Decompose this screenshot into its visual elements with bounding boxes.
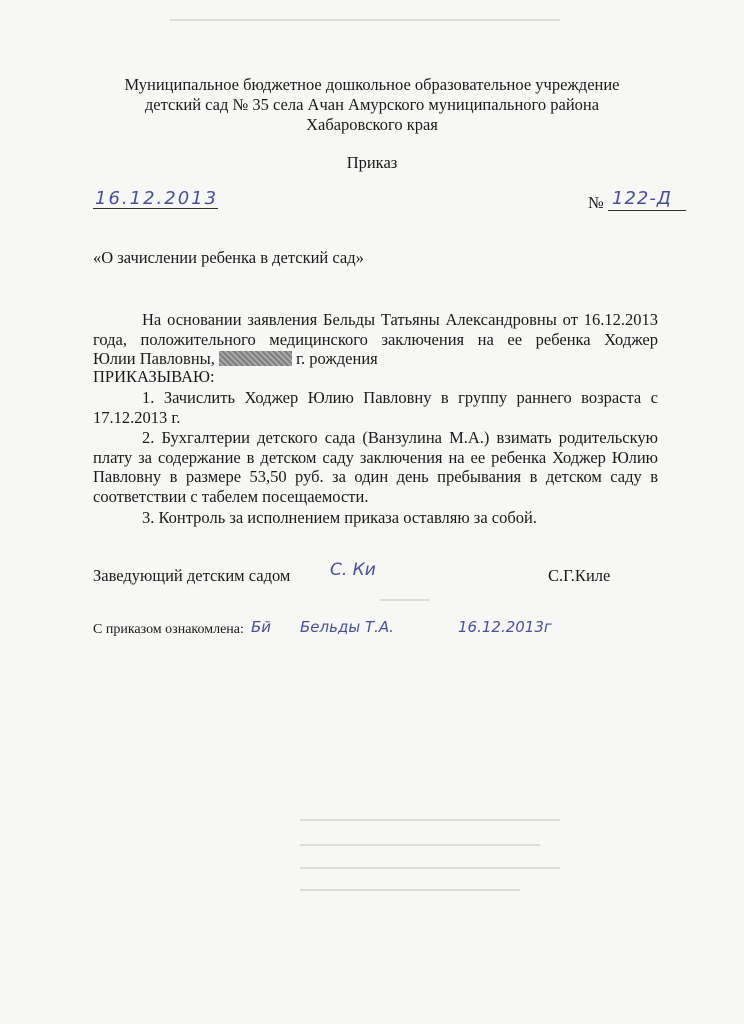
- acknowledge-label: С приказом ознакомлена:: [93, 622, 244, 637]
- item-2-line-3: Павловну в размере 53,50 руб. за один день пребывания в детском саду в: [93, 467, 658, 486]
- preamble: [93, 310, 658, 369]
- item-1-line-1: 1. Зачислить Ходжер Юлию Павловну в группу раннего возраста с: [142, 388, 658, 407]
- preamble-line-2: года, положительного медицинского заключения на ее ребенка Ходжер: [93, 329, 658, 349]
- handwritten-date: 16.12.2013: [95, 188, 219, 209]
- order-items: [93, 388, 658, 528]
- preamble-line-3: [93, 349, 658, 369]
- item-1-line-2: 17.12.2013 г.: [93, 407, 181, 427]
- document-type: Приказ: [346, 153, 398, 172]
- handwritten-initials: Бй: [251, 618, 272, 636]
- org-name-line-2: детский сад № 35 села Ачан Амурского муниципального района: [144, 95, 600, 114]
- preamble-line-3-end: г. рождения: [296, 349, 378, 368]
- item-2-line-2: плату за содержание в детском саду заключения на ее ребенка Ходжер Юлию: [93, 447, 658, 467]
- handwritten-signature: С. Ки: [330, 560, 376, 580]
- handwritten-acknowledger-name: Бельды Т.А.: [300, 618, 394, 636]
- redacted-birth-year: [219, 351, 292, 366]
- item-3-line-1: 3. Контроль за исполнением приказа оставляю за собой.: [142, 508, 537, 527]
- number-underline: [608, 210, 686, 211]
- handwritten-acknowledge-date: 16.12.2013г: [458, 618, 552, 636]
- item-2-line-1: 2. Бухгалтерии детского сада (Ванзулина М.А.) взимать родительскую: [142, 428, 658, 447]
- org-name-line-3: Хабаровского края: [306, 115, 438, 134]
- item-2-line-4: соответствии с табелем посещаемости.: [93, 486, 369, 506]
- preamble-line-1: На основании заявления Бельды Татьяны Александровны от 16.12.2013: [142, 310, 658, 329]
- order-word: ПРИКАЗЫВАЮ:: [93, 367, 215, 386]
- date-underline: [93, 208, 218, 209]
- handwritten-order-number: 122-Д: [612, 188, 672, 209]
- signatory-name: С.Г.Киле: [548, 566, 611, 585]
- preamble-line-3-start: Юлии Павловны,: [93, 349, 215, 368]
- signatory-position: Заведующий детским садом: [93, 566, 291, 585]
- order-subject: «О зачислении ребенка в детский сад»: [93, 248, 364, 267]
- org-name-line-1: Муниципальное бюджетное дошкольное образовательное учреждение: [124, 75, 620, 94]
- number-sign: №: [588, 193, 604, 212]
